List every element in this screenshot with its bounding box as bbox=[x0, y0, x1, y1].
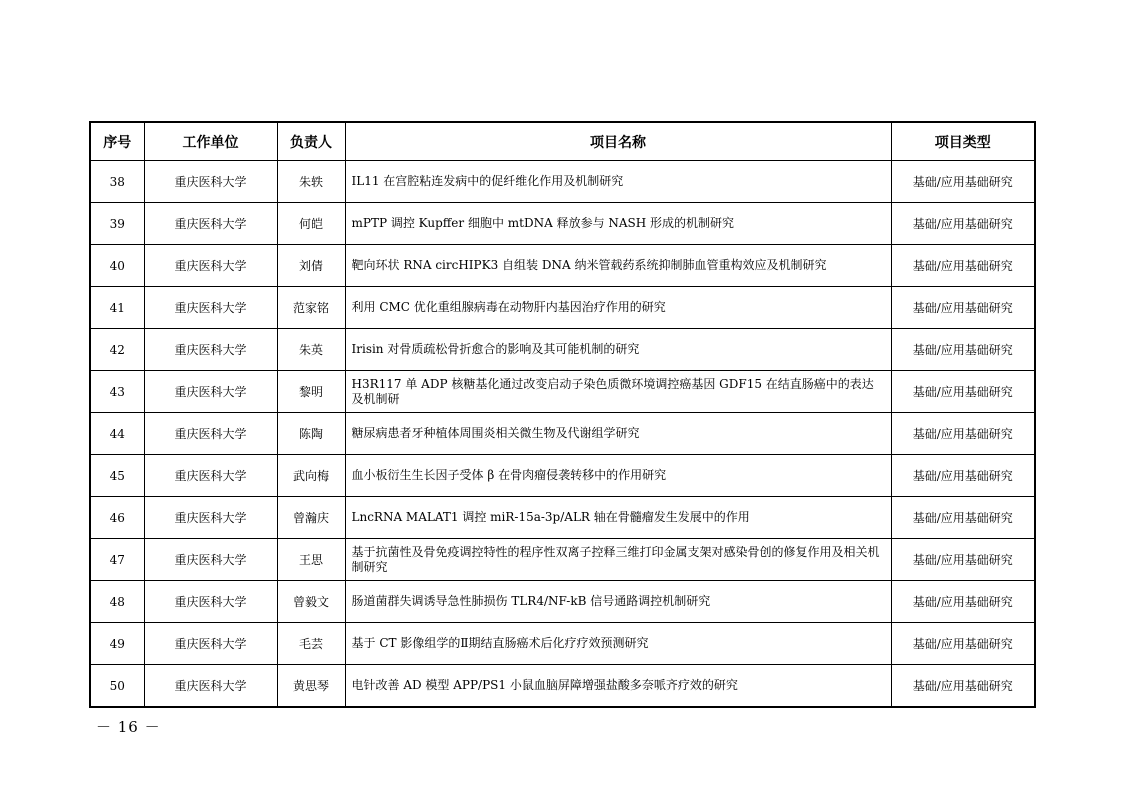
cell-index: 44 bbox=[90, 413, 144, 455]
table-row bbox=[90, 287, 1035, 329]
header-index: 序号 bbox=[90, 122, 144, 161]
cell-unit: 重庆医科大学 bbox=[144, 161, 277, 203]
table-row bbox=[90, 455, 1035, 497]
table-row bbox=[90, 245, 1035, 287]
header-lead: 负责人 bbox=[277, 122, 345, 161]
cell-type: 基础/应用基础研究 bbox=[891, 455, 1035, 497]
cell-lead: 王思 bbox=[277, 539, 345, 581]
table-row bbox=[90, 371, 1035, 413]
cell-lead: 朱英 bbox=[277, 329, 345, 371]
cell-project: 血小板衍生生长因子受体 β 在骨肉瘤侵袭转移中的作用研究 bbox=[345, 455, 891, 497]
cell-type: 基础/应用基础研究 bbox=[891, 161, 1035, 203]
cell-lead: 黄思琴 bbox=[277, 665, 345, 708]
cell-index: 45 bbox=[90, 455, 144, 497]
cell-unit: 重庆医科大学 bbox=[144, 581, 277, 623]
table-body bbox=[90, 161, 1035, 708]
cell-unit: 重庆医科大学 bbox=[144, 497, 277, 539]
cell-unit: 重庆医科大学 bbox=[144, 539, 277, 581]
table-header-row bbox=[90, 122, 1035, 161]
cell-index: 50 bbox=[90, 665, 144, 708]
cell-index: 39 bbox=[90, 203, 144, 245]
project-table-container bbox=[89, 121, 1034, 708]
cell-lead: 黎明 bbox=[277, 371, 345, 413]
table-row bbox=[90, 581, 1035, 623]
table-row bbox=[90, 497, 1035, 539]
cell-type: 基础/应用基础研究 bbox=[891, 203, 1035, 245]
cell-lead: 刘倩 bbox=[277, 245, 345, 287]
cell-project: Irisin 对骨质疏松骨折愈合的影响及其可能机制的研究 bbox=[345, 329, 891, 371]
table-row bbox=[90, 329, 1035, 371]
cell-index: 41 bbox=[90, 287, 144, 329]
page-number: － 16 － bbox=[96, 718, 161, 736]
table-row bbox=[90, 413, 1035, 455]
cell-type: 基础/应用基础研究 bbox=[891, 287, 1035, 329]
cell-unit: 重庆医科大学 bbox=[144, 371, 277, 413]
cell-type: 基础/应用基础研究 bbox=[891, 413, 1035, 455]
table-row bbox=[90, 623, 1035, 665]
cell-index: 46 bbox=[90, 497, 144, 539]
cell-index: 38 bbox=[90, 161, 144, 203]
cell-index: 42 bbox=[90, 329, 144, 371]
cell-unit: 重庆医科大学 bbox=[144, 623, 277, 665]
cell-type: 基础/应用基础研究 bbox=[891, 497, 1035, 539]
cell-lead: 武向梅 bbox=[277, 455, 345, 497]
table-row bbox=[90, 161, 1035, 203]
cell-unit: 重庆医科大学 bbox=[144, 665, 277, 708]
cell-lead: 何皑 bbox=[277, 203, 345, 245]
table-row bbox=[90, 539, 1035, 581]
cell-type: 基础/应用基础研究 bbox=[891, 371, 1035, 413]
cell-project: 基于 CT 影像组学的Ⅱ期结直肠癌术后化疗疗效预测研究 bbox=[345, 623, 891, 665]
header-unit: 工作单位 bbox=[144, 122, 277, 161]
cell-index: 48 bbox=[90, 581, 144, 623]
cell-project: 靶向环状 RNA circHIPK3 自组装 DNA 纳米管载药系统抑制肺血管重构效应及机制研究 bbox=[345, 245, 891, 287]
cell-project: mPTP 调控 Kupffer 细胞中 mtDNA 释放参与 NASH 形成的机制研究 bbox=[345, 203, 891, 245]
header-type: 项目类型 bbox=[891, 122, 1035, 161]
cell-lead: 陈陶 bbox=[277, 413, 345, 455]
table-row bbox=[90, 665, 1035, 708]
cell-type: 基础/应用基础研究 bbox=[891, 581, 1035, 623]
cell-type: 基础/应用基础研究 bbox=[891, 539, 1035, 581]
cell-unit: 重庆医科大学 bbox=[144, 287, 277, 329]
cell-project: IL11 在宫腔粘连发病中的促纤维化作用及机制研究 bbox=[345, 161, 891, 203]
cell-unit: 重庆医科大学 bbox=[144, 203, 277, 245]
cell-project: 电针改善 AD 模型 APP/PS1 小鼠血脑屏障增强盐酸多奈哌齐疗效的研究 bbox=[345, 665, 891, 708]
cell-type: 基础/应用基础研究 bbox=[891, 329, 1035, 371]
cell-index: 43 bbox=[90, 371, 144, 413]
cell-project: 糖尿病患者牙种植体周围炎相关微生物及代谢组学研究 bbox=[345, 413, 891, 455]
cell-type: 基础/应用基础研究 bbox=[891, 245, 1035, 287]
cell-lead: 范家铭 bbox=[277, 287, 345, 329]
cell-unit: 重庆医科大学 bbox=[144, 413, 277, 455]
table-row bbox=[90, 203, 1035, 245]
cell-unit: 重庆医科大学 bbox=[144, 245, 277, 287]
cell-type: 基础/应用基础研究 bbox=[891, 665, 1035, 708]
cell-lead: 朱轶 bbox=[277, 161, 345, 203]
cell-project: LncRNA MALAT1 调控 miR-15a-3p/ALR 轴在骨髓瘤发生发展中的作用 bbox=[345, 497, 891, 539]
cell-project: 肠道菌群失调诱导急性肺损伤 TLR4/NF-kB 信号通路调控机制研究 bbox=[345, 581, 891, 623]
header-project: 项目名称 bbox=[345, 122, 891, 161]
cell-project: 利用 CMC 优化重组腺病毒在动物肝内基因治疗作用的研究 bbox=[345, 287, 891, 329]
cell-project: 基于抗菌性及骨免疫调控特性的程序性双离子控释三维打印金属支架对感染骨创的修复作用及相关机制研究 bbox=[345, 539, 891, 581]
cell-index: 40 bbox=[90, 245, 144, 287]
cell-project: H3R117 单 ADP 核糖基化通过改变启动子染色质微环境调控癌基因 GDF15 在结直肠癌中的表达及机制研 bbox=[345, 371, 891, 413]
cell-lead: 毛芸 bbox=[277, 623, 345, 665]
cell-type: 基础/应用基础研究 bbox=[891, 623, 1035, 665]
cell-lead: 曾毅文 bbox=[277, 581, 345, 623]
cell-lead: 曾瀚庆 bbox=[277, 497, 345, 539]
project-table bbox=[89, 121, 1036, 708]
cell-unit: 重庆医科大学 bbox=[144, 329, 277, 371]
cell-index: 49 bbox=[90, 623, 144, 665]
cell-unit: 重庆医科大学 bbox=[144, 455, 277, 497]
cell-index: 47 bbox=[90, 539, 144, 581]
